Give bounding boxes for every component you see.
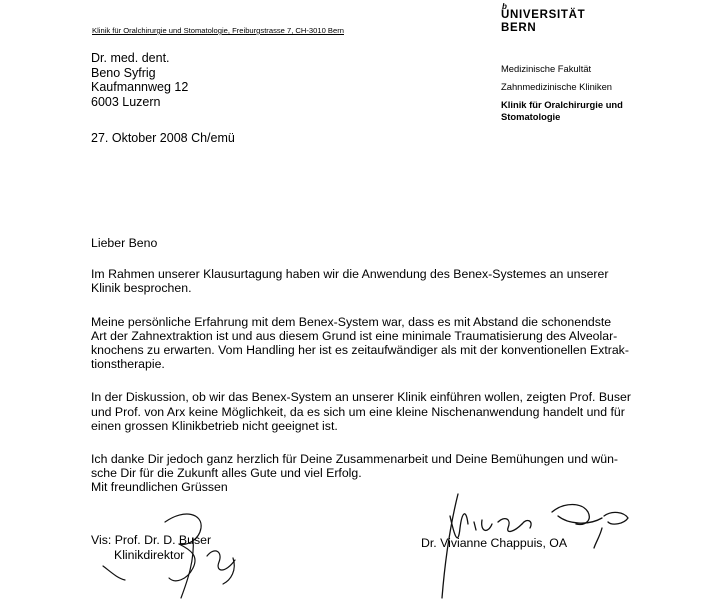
university-name-line: BERN [501, 22, 537, 34]
paragraph [91, 390, 631, 433]
signatory-left [91, 533, 211, 562]
signatory-left-name: Vis: Prof. Dr. D. Buser [91, 533, 212, 547]
paragraph-line: knochens zu erwarten. Vom Handling her ist es zeitaufwändiger als mit der konventionellen Extrak- [91, 343, 629, 358]
letter-date: 27. Oktober 2008 Ch/emü [91, 131, 235, 145]
faculty-line: Zahnmedizinische Kliniken [501, 81, 612, 92]
paragraph [91, 267, 631, 295]
faculty-block [501, 63, 623, 123]
paragraph-line: tionstherapie. [91, 357, 165, 372]
salutation: Lieber Beno [91, 236, 158, 250]
recipient-line: Dr. med. dent. [91, 51, 170, 65]
faculty-line: Medizinische Fakultät [501, 63, 592, 74]
paragraph-line: Im Rahmen unserer Klausurtagung haben wir die Anwendung des Benex-Systemes an unserer [91, 267, 609, 282]
signatory-left-title: Klinikdirektor [114, 547, 185, 562]
recipient-line: Beno Syfrig [91, 65, 156, 80]
paragraph [91, 452, 631, 480]
university-name [501, 9, 585, 35]
university-logo-mark: b [502, 2, 507, 11]
recipient-line: Kaufmannweg 12 [91, 80, 189, 94]
university-name-line: UNIVERSITÄT [501, 9, 586, 21]
sender-address-line: Klinik für Oralchirurgie und Stomatologie, Freiburgstrasse 7, CH-3010 Bern [92, 26, 344, 35]
paragraph-line: einen grossen Klinikbetrieb nicht geeignet ist. [91, 418, 338, 433]
paragraph-line: Art der Zahnextraktion ist und aus diesem Grund ist eine minimale Traumatisierung des Alveolar- [91, 328, 618, 343]
paragraph-line: Meine persönliche Erfahrung mit dem Benex-System war, dass es mit Abstand die schonendste [91, 314, 612, 329]
letter-body [91, 236, 631, 499]
recipient-address [91, 51, 188, 109]
paragraph-line: Klinik besprochen. [91, 281, 192, 296]
clinic-name-line: Stomatologie [501, 111, 561, 122]
paragraph [91, 315, 631, 372]
clinic-name-line: Klinik für Oralchirurgie und [501, 99, 623, 110]
signatory-right-name: Dr. Vivianne Chappuis, OA [421, 536, 568, 550]
paragraph-line: sche Dir für die Zukunft alles Gute und viel Erfolg. [91, 466, 362, 481]
recipient-line: 6003 Luzern [91, 94, 161, 109]
paragraph-line: In der Diskussion, ob wir das Benex-System an unserer Klinik einführen wollen, zeigten Prof. Buser [91, 390, 631, 405]
paragraph-line: und Prof. von Arx keine Möglichkeit, da es sich um eine kleine Nischenanwendung handelt und für [91, 404, 625, 419]
paragraph-line: Ich danke Dir jedoch ganz herzlich für Deine Zusammenarbeit und Deine Bemühungen und wün- [91, 452, 619, 467]
closing-greeting: Mit freundlichen Grüssen [91, 480, 228, 494]
